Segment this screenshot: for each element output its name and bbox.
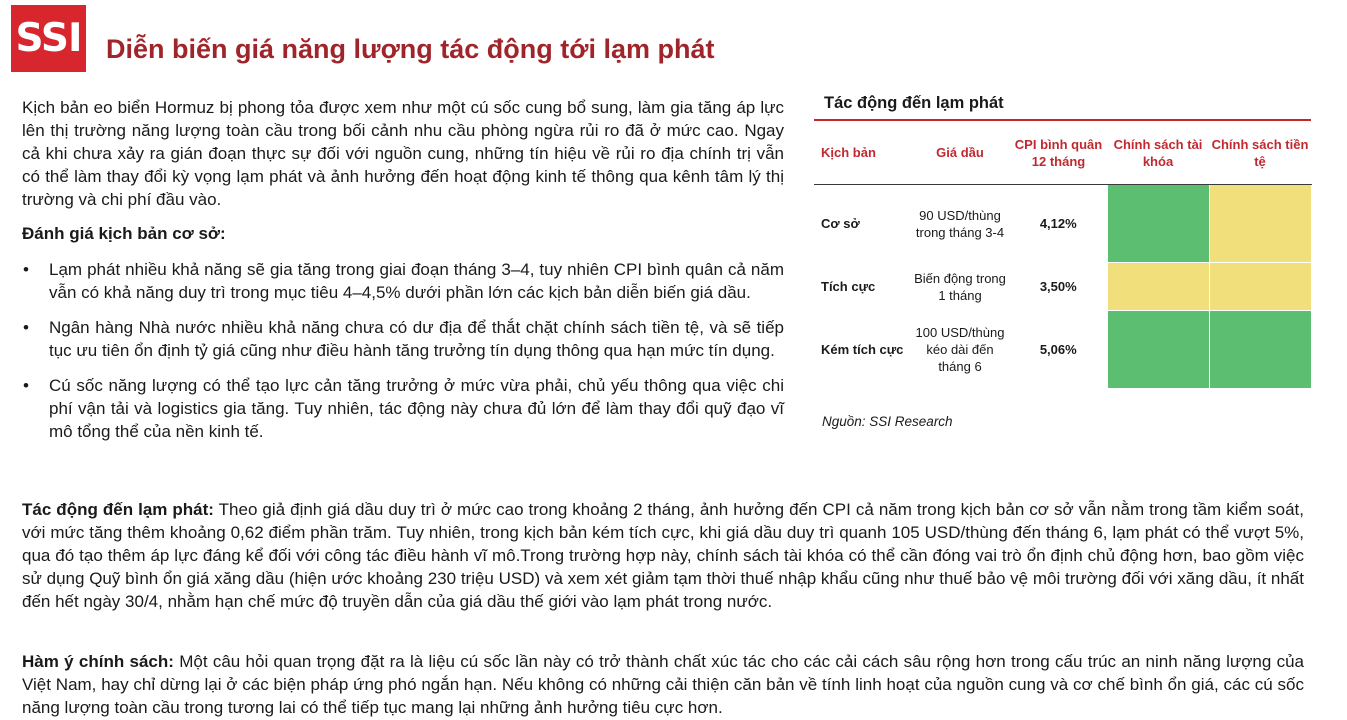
table-title: Tác động đến lạm phát [824, 94, 1004, 112]
base-scenario-heading: Đánh giá kịch bản cơ sở: [22, 224, 226, 243]
oil-price-cell: 100 USD/thùng kéo dài đến tháng 6 [915, 325, 1005, 374]
header-monetary-policy: Chính sách tiền tệ [1209, 120, 1311, 185]
cpi-cell: 5,06% [1039, 342, 1077, 357]
table-header-row [814, 120, 1311, 185]
scenario-cell: Tích cực [821, 279, 876, 294]
monetary-policy-indicator [1209, 263, 1311, 311]
base-scenario-list [22, 258, 784, 455]
policy-text: Một câu hỏi quan trọng đặt ra là liệu cú sốc lần này có trở thành chất xúc tác cho các cải cách sâu rộng hơn trong cấu trúc an ninh năng lượng của Việt Nam, hay chỉ dừng lại ở các biện pháp ứng phó ngắn hạn. Nếu không có những cải thiện căn bản về tính linh hoạt của nguồn cung và cơ chế bình ổn giá, các cú sốc năng lượng toàn cầu trong tương lai có thể tiếp tục mang lại những ảnh hưởng tiêu cực hơn. [22, 652, 1305, 717]
impact-text: Theo giả định giá dầu duy trì ở mức cao trong khoảng 2 tháng, ảnh hưởng đến CPI cả năm trong kịch bản cơ sở vẫn nằm trong tầm kiểm soát, với mức tăng thêm khoảng 0,62 điểm phần trăm. Tuy nhiên, trong kịch bản kém tích cực, khi giá dầu duy trì quanh 105 USD/thùng đến tháng 6, lạm phát có thể vượt 5%, qua đó tạo thêm áp lực đáng kể đối với công tác điều hành vĩ mô.Trong trường hợp này, chính sách tài khóa có thể cần đóng vai trò ổn định chủ động hơn, bao gồm việc sử dụng Quỹ bình ổn giá xăng dầu (hiện ước khoảng 230 triệu USD) và xem xét giảm tạm thời thuế nhập khẩu cũng như thuế bảo vệ môi trường đối với xăng dầu, ít nhất đến hết ngày 30/4, nhằm hạn chế mức độ truyền dẫn của giá dầu thế giới vào lạm phát trong nước. [22, 500, 1304, 611]
list-item [22, 316, 784, 362]
scenario-cell: Cơ sở [821, 216, 860, 232]
cpi-cell: 4,12% [1039, 216, 1077, 232]
monetary-policy-indicator [1209, 185, 1311, 263]
fiscal-policy-indicator [1107, 263, 1209, 311]
header-cpi: CPI bình quân 12 tháng [1010, 120, 1107, 185]
inflation-impact-table [814, 119, 1312, 389]
oil-price-cell: Biến động trong 1 tháng [914, 270, 1006, 303]
inflation-impact-paragraph [22, 498, 1304, 613]
table-row [814, 185, 1311, 263]
list-item [22, 374, 784, 443]
header-fiscal-policy: Chính sách tài khóa [1107, 120, 1209, 185]
table-source: Nguồn: SSI Research [822, 414, 953, 429]
oil-price-cell: 90 USD/thùng trong tháng 3-4 [915, 207, 1005, 240]
ssi-logo [11, 5, 86, 72]
bullet-icon: • [23, 318, 29, 337]
table-row [814, 263, 1311, 311]
table-row [814, 311, 1311, 389]
bullet-text: Lạm phát nhiều khả năng sẽ gia tăng trong giai đoạn tháng 3–4, tuy nhiên CPI bình quân cả năm vẫn có khả năng duy trì trong mục tiêu 4–4,5% dưới phần lớn các kịch bản diễn biến giá dầu. [49, 260, 784, 302]
scenario-cell: Kém tích cực [821, 342, 904, 357]
intro-paragraph: Kịch bản eo biển Hormuz bị phong tỏa được xem như một cú sốc cung bổ sung, làm gia tăng áp lực lên thị trường năng lượng toàn cầu trong bối cảnh nhu cầu phòng ngừa rủi ro đã ở mức cao. Ngay cả khi chưa xảy ra gián đoạn thực sự đối với nguồn cung, những tín hiệu về rủi ro địa chính trị vẫn có thể làm thay đổi kỳ vọng lạm phát và ảnh hưởng đến hoạt động kinh tế thông qua kênh tâm lý thị trường và chi phí đầu vào. [22, 98, 784, 209]
bullet-text: Cú sốc năng lượng có thể tạo lực cản tăng trưởng ở mức vừa phải, chủ yếu thông qua việc chi phí vận tải và logistics gia tăng. Tuy nhiên, tác động này chưa đủ lớn để làm thay đổi quỹ đạo vĩ mô tổng thể của nền kinh tế. [49, 376, 784, 441]
bullet-text: Ngân hàng Nhà nước nhiều khả năng chưa có dư địa để thắt chặt chính sách tiền tệ, và sẽ tiếp tục ưu tiên ổn định tỷ giá cũng như điều hành tăng trưởng tín dụng thông qua hạn mức tín dụng. [49, 318, 784, 360]
bullet-icon: • [23, 260, 29, 279]
cpi-cell: 3,50% [1039, 279, 1077, 294]
fiscal-policy-indicator [1107, 311, 1209, 389]
list-item [22, 258, 784, 304]
header-oil-price: Giá dầu [910, 120, 1010, 185]
page-title: Diễn biến giá năng lượng tác động tới lạm phát [106, 34, 715, 64]
bullet-icon: • [23, 376, 29, 395]
policy-implication-paragraph [22, 650, 1304, 719]
fiscal-policy-indicator [1107, 185, 1209, 263]
monetary-policy-indicator [1209, 311, 1311, 389]
header-scenario: Kịch bản [814, 120, 910, 185]
impact-label: Tác động đến lạm phát: [22, 500, 214, 519]
policy-label: Hàm ý chính sách: [22, 652, 174, 671]
logo-text: SSI [15, 16, 82, 61]
